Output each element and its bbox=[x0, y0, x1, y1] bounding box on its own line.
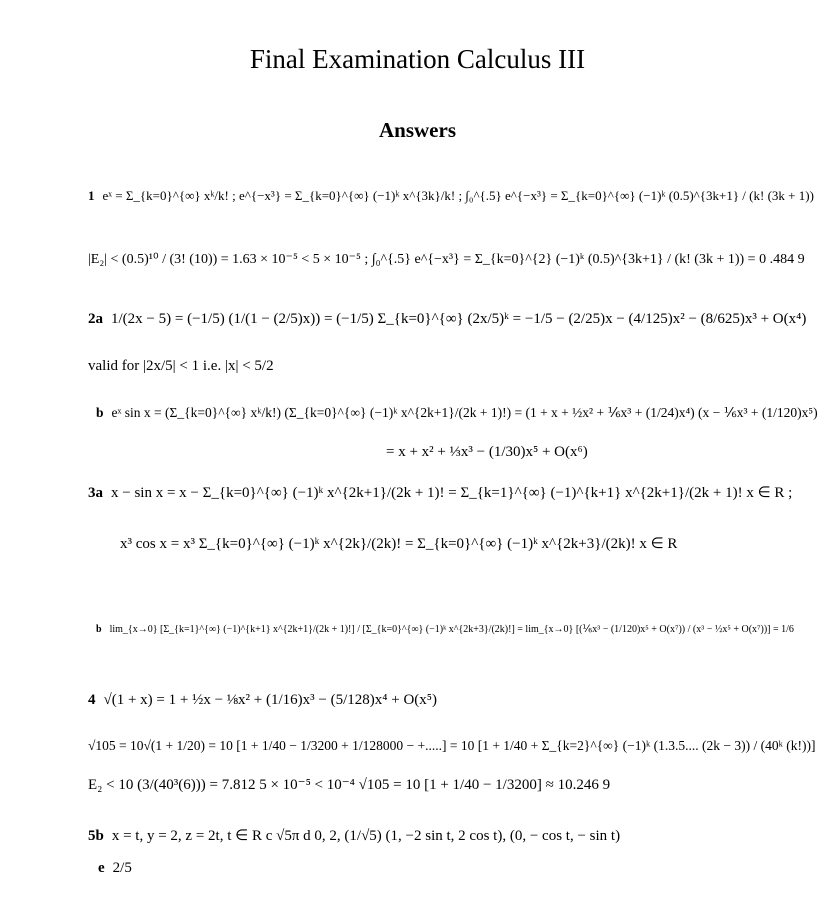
answer-label: b bbox=[96, 405, 104, 420]
answer-text: 2/5 bbox=[112, 860, 132, 876]
answer-line-4-sqrt105 bbox=[88, 736, 815, 756]
answer-label: 1 bbox=[88, 188, 95, 203]
answer-line-3a bbox=[88, 483, 792, 503]
answer-text: x − sin x = x − Σ_{k=0}^{∞} (−1)ᵏ x^{2k+1}/(2k + 1)! = Σ_{k=1}^{∞} (−1)^{k+1} x^{2k+1}/(2k + 1)! x ∈ R ; bbox=[111, 485, 793, 501]
answer-text: 1/(2x − 5) = (−1/5) (1/(1 − (2/5)x)) = (−1/5) Σ_{k=0}^{∞} (2x/5)ᵏ = −1/5 − (2/25)x − (4/125)x² − (8/625)x³ + O(x⁴) bbox=[111, 311, 807, 327]
answer-label: 5b bbox=[88, 828, 104, 844]
answer-label: 3a bbox=[88, 485, 103, 501]
answer-text: valid for |2x/5| < 1 i.e. |x| < 5/2 bbox=[88, 358, 274, 374]
answer-label: b bbox=[96, 624, 102, 635]
answer-text: eˣ sin x = (Σ_{k=0}^{∞} xᵏ/k!) (Σ_{k=0}^{∞} (−1)ᵏ x^{2k+1}/(2k + 1)!) = (1 + x + ½x² + ⅙x³ + (1/24)x⁴) (x − ⅙x³ + (1/120)x⁵) bbox=[111, 405, 818, 420]
answer-text: x³ cos x = x³ Σ_{k=0}^{∞} (−1)ᵏ x^{2k}/(2k)! = Σ_{k=0}^{∞} (−1)ᵏ x^{2k+3}/(2k)! x ∈ R bbox=[120, 536, 678, 552]
answer-line-2a bbox=[88, 309, 806, 329]
answer-line-3a-cos bbox=[120, 534, 677, 554]
answer-line-2a-validity bbox=[88, 356, 274, 376]
answer-text: E₂ < 10 (3/(40³(6))) = 7.812 5 × 10⁻⁵ < 10⁻⁴ √105 = 10 [1 + 1/40 − 1/3200] ≈ 10.246 9 bbox=[88, 777, 611, 793]
answer-line-1-error bbox=[88, 250, 805, 270]
answer-line-5e bbox=[98, 858, 132, 878]
answer-line-4-error bbox=[88, 775, 610, 795]
page-subtitle: Answers bbox=[379, 118, 456, 142]
answer-text: eˣ = Σ_{k=0}^{∞} xᵏ/k! ; e^{−x³} = Σ_{k=0}^{∞} (−1)ᵏ x^{3k}/k! ; ∫₀^{.5} e^{−x³} = Σ_{k=0}^{∞} (−1)ᵏ (0.5)^{3k+1} / (k! (3k + 1)) bbox=[102, 188, 814, 203]
answer-line-1 bbox=[88, 186, 814, 206]
answer-line-4 bbox=[88, 690, 437, 710]
answer-text: √105 = 10√(1 + 1/20) = 10 [1 + 1/40 − 1/3200 + 1/128000 − +.....] = 10 [1 + 1/40 + Σ_{k=2}^{∞} (−1)ᵏ (1.3.5.... (2k − 3)) / (40ᵏ (k!))] bbox=[88, 738, 816, 753]
answer-text: |E₂| < (0.5)¹⁰ / (3! (10)) = 1.63 × 10⁻⁵ < 5 × 10⁻⁵ ; ∫₀^{.5} e^{−x³} = Σ_{k=0}^{2} (−1)ᵏ (0.5)^{3k+1} / (k! (3k + 1)) = 0 .484 9 bbox=[88, 252, 805, 267]
answer-line-5b bbox=[88, 826, 620, 846]
answer-label: 4 bbox=[88, 692, 96, 708]
answer-text: x = t, y = 2, z = 2t, t ∈ R c √5π d 0, 2, (1/√5) (1, −2 sin t, 2 cos t), (0, − cos t, − sin t) bbox=[111, 828, 621, 844]
answer-text: √(1 + x) = 1 + ½x − ⅛x² + (1/16)x³ − (5/128)x⁴ + O(x⁵) bbox=[103, 692, 438, 708]
answer-label: e bbox=[98, 860, 105, 876]
answer-line-2b-result bbox=[386, 442, 588, 462]
answer-text: lim_{x→0} [Σ_{k=1}^{∞} (−1)^{k+1} x^{2k+1}/(2k + 1)!] / [Σ_{k=0}^{∞} (−1)ᵏ x^{2k+3}/(2k)!] = lim_{x→0} [(⅙x³ − (1/120)x⁵ + O(x⁷)) / (x³ − ½x⁵ + O(x⁷))] = 1/6 bbox=[109, 624, 794, 635]
page-title: Final Examination Calculus III bbox=[249, 44, 586, 74]
answer-line-2b bbox=[96, 403, 818, 423]
answer-label: 2a bbox=[88, 311, 103, 327]
answer-line-3b bbox=[96, 620, 794, 640]
answer-text: = x + x² + ⅓x³ − (1/30)x⁵ + O(x⁶) bbox=[386, 444, 588, 460]
